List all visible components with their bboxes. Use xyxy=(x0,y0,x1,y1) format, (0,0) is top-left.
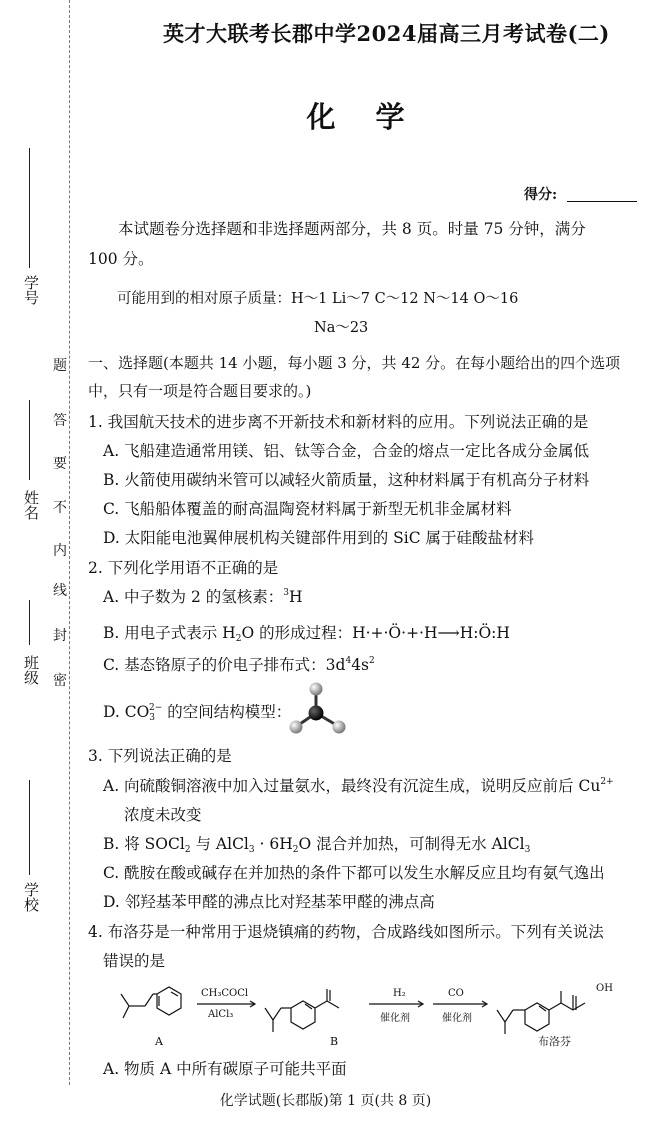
reagent2-top: H₂ xyxy=(393,988,406,999)
number-blank xyxy=(29,148,30,268)
intro-line1: 本试题卷分选择题和非选择题两部分，共 8 页。时量 75 分钟，满分 xyxy=(118,220,586,238)
seal-char: 密 xyxy=(53,673,67,689)
q4-stem-line1: 4. 布洛芬是一种常用于退烧镇痛的药物，合成路线如图所示。下列有关说法 xyxy=(88,923,604,941)
seal-char: 不 xyxy=(53,500,67,516)
q3-option-a-line2: 浓度未改变 xyxy=(124,806,202,824)
q2-stem: 2. 下列化学用语不正确的是 xyxy=(88,559,279,577)
oh-label: OH xyxy=(596,983,613,994)
q1-option-b: B. 火箭使用碳纳米管可以减轻火箭质量，这种材料属于有机高分子材料 xyxy=(103,471,590,489)
subject-title: 化学 xyxy=(306,100,445,134)
q4-stem-line2: 错误的是 xyxy=(103,952,166,970)
section1-heading-line2: 中，只有一项是符合题目要求的。) xyxy=(88,382,312,400)
q3-stem: 3. 下列说法正确的是 xyxy=(88,747,232,765)
q3-option-b: B. 将 SOCl$_2$ 与 AlCl$_3$ · $6H_2O$ 混合并加热，可制得无水 AlCl$_3$ xyxy=(103,835,531,855)
seal-char: 线 xyxy=(53,583,67,599)
score-blank xyxy=(567,201,637,202)
number-label: 学号 xyxy=(22,275,40,305)
seal-char: 题 xyxy=(53,358,67,374)
q2-option-a: A. 中子数为 2 的氢核素：$^3$H xyxy=(103,588,303,606)
section1-heading-line1: 一、选择题(本题共 14 小题，每小题 3 分，共 42 分。在每小题给出的四个选项 xyxy=(88,354,621,372)
q1-option-d: D. 太阳能电池翼伸展机构关键部件用到的 SiC 属于硅酸盐材料 xyxy=(103,529,535,547)
intro-line2: 100 分。 xyxy=(88,250,154,268)
class-blank xyxy=(29,600,30,645)
compound-a-label: A xyxy=(155,1035,163,1048)
atomic-mass-line2: Na～23 xyxy=(314,320,369,336)
q1-stem: 1. 我国航天技术的进步离不开新技术和新材料的应用。下列说法正确的是 xyxy=(88,413,589,431)
name-blank xyxy=(29,400,30,480)
q3-option-d: D. 邻羟基苯甲醛的沸点比对羟基苯甲醛的沸点高 xyxy=(103,893,435,911)
compound-b-label: B xyxy=(330,1035,339,1048)
name-label: 姓名 xyxy=(22,490,40,520)
ibuprofen-label: 布洛芬 xyxy=(538,1035,571,1048)
reagent1-bottom: AlCl₃ xyxy=(208,1009,234,1020)
school-label: 学校 xyxy=(22,882,40,912)
q3-option-c: C. 酰胺在酸或碱存在并加热的条件下都可以发生水解反应且均有氨气逸出 xyxy=(103,864,605,882)
seal-char: 答 xyxy=(53,413,67,429)
q4-option-a: A. 物质 A 中所有碳原子可能共平面 xyxy=(103,1060,347,1078)
reagent3-bottom: 催化剂 xyxy=(442,1013,472,1024)
seal-char: 封 xyxy=(53,628,67,644)
electron-formula: H·+·Ö·+·H⟶H:Ö:H xyxy=(352,624,510,642)
q2-option-c: C. 基态铬原子的价电子排布式：$3d^44s^2$ xyxy=(103,656,375,674)
q1-option-c: C. 飞船船体覆盖的耐高温陶瓷材料属于新型无机非金属材料 xyxy=(103,500,512,518)
reagent1-top: CH₃COCl xyxy=(201,988,249,999)
q3-option-a-line1: A. 向硫酸铜溶液中加入过量氨水，最终没有沉淀生成，说明反应前后 $Cu^{2+}$ xyxy=(103,777,614,795)
q2-option-d: D. $CO_3^{2-}$ 的空间结构模型： xyxy=(103,703,292,723)
class-label: 班级 xyxy=(22,655,40,685)
atomic-mass-line1: 可能用到的相对原子质量：H～1 Li～7 C～12 N～14 O～16 xyxy=(117,291,519,307)
q2-option-b: B. 用电子式表示 $H_2O$ 的形成过程：H·+·Ö·+·H⟶H:Ö:H xyxy=(103,624,510,644)
seal-char: 要 xyxy=(53,456,67,472)
reagent3-top: CO xyxy=(448,988,464,999)
school-blank xyxy=(29,780,30,875)
seal-char: 内 xyxy=(53,543,67,559)
binding-dashed-line xyxy=(69,0,70,1085)
reagent2-bottom: 催化剂 xyxy=(380,1013,410,1024)
carbonate-ball-stick-model-icon xyxy=(285,680,355,740)
exam-title: 英才大联考长郡中学2024届高三月考试卷(二) xyxy=(163,21,610,46)
q1-option-a: A. 飞船建造通常用镁、铝、钛等合金，合金的熔点一定比各成分金属低 xyxy=(103,442,590,460)
score-label: 得分: xyxy=(524,187,558,203)
page-footer: 化学试题(长郡版)第 1 页(共 8 页) xyxy=(219,1093,432,1109)
